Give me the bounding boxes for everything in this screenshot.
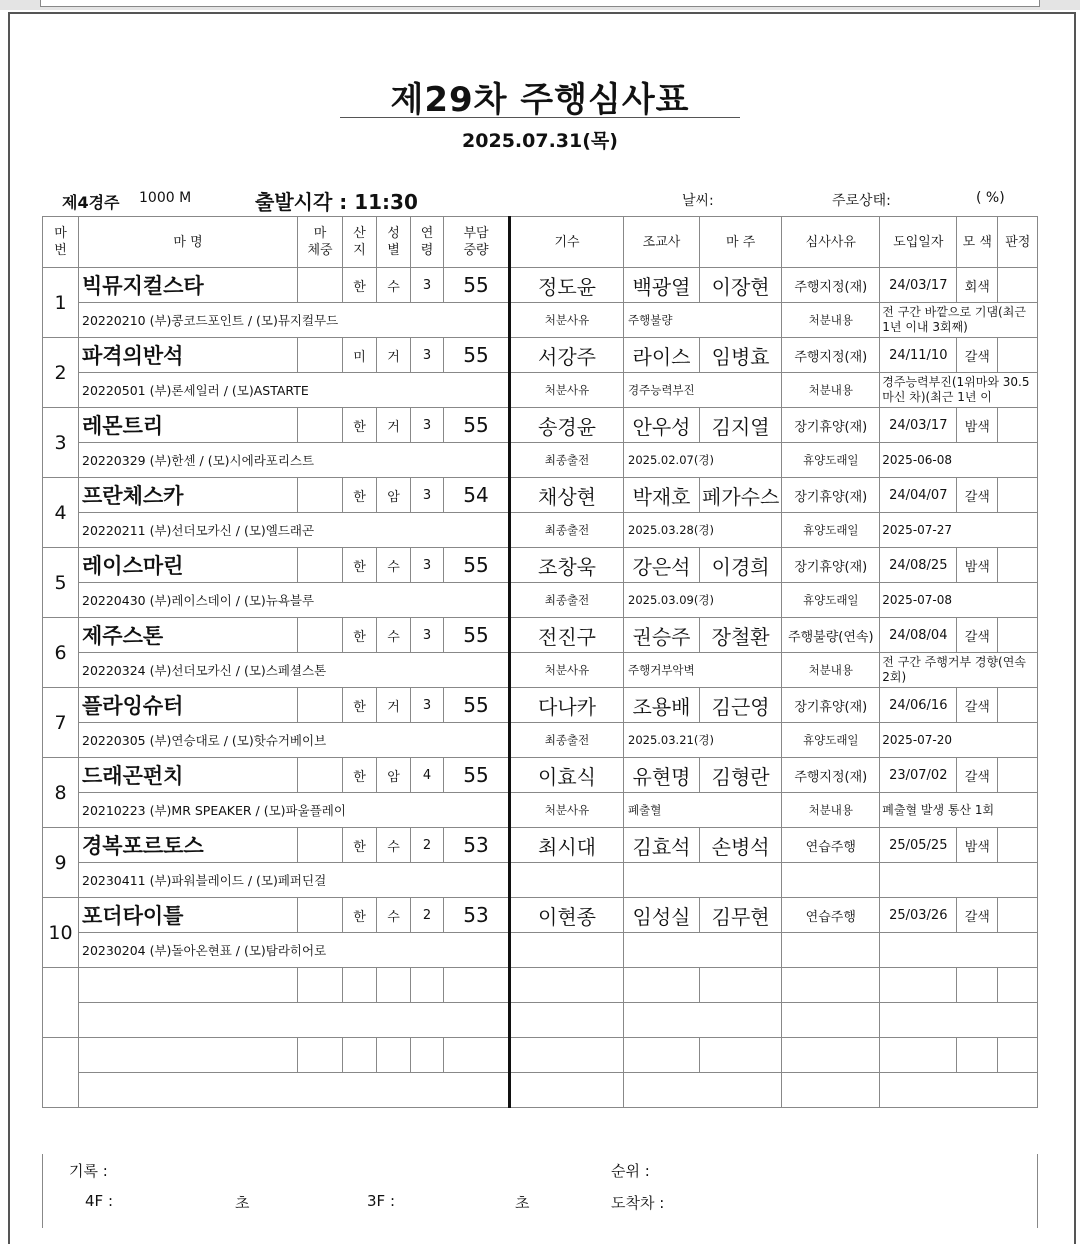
jockey-name: 전진구: [510, 618, 624, 653]
arrival-margin-label: 도착차 :: [611, 1194, 665, 1212]
coat-color: 갈색: [957, 688, 998, 723]
detail-label-1: [510, 863, 624, 898]
intro-date: 25/05/25: [880, 828, 957, 863]
jockey-name: 이효식: [510, 758, 624, 793]
col-header: 마 체중: [298, 217, 343, 268]
intro-date: 24/04/07: [880, 478, 957, 513]
detail-label-2: [782, 933, 880, 968]
col-header: 마 주: [700, 217, 782, 268]
empty-cell: [998, 1038, 1038, 1073]
empty-cell: [782, 1038, 880, 1073]
horse-pedigree: 20220430 (부)레이스데이 / (모)뉴욕블루: [79, 583, 510, 618]
race-date: 2025.07.31(목): [462, 130, 618, 152]
detail-value-1: 2025.03.09(경): [624, 583, 782, 618]
horse-pedigree: 20210223 (부)MR SPEAKER / (모)파울플레이: [79, 793, 510, 828]
detail-value-2: 2025-07-20: [880, 723, 1038, 758]
horse-name: 포더타이틀: [79, 898, 298, 933]
empty-cell: [43, 968, 79, 1038]
jockey-name: 송경윤: [510, 408, 624, 443]
intro-date: 24/08/04: [880, 618, 957, 653]
detail-label-2: 휴양도래일: [782, 583, 880, 618]
horse-row: [43, 688, 1038, 723]
detail-value-1: 2025.02.07(경): [624, 443, 782, 478]
page-title: 제29차 주행심사표: [390, 80, 690, 120]
empty-cell: [43, 1038, 79, 1108]
col-header: 기수: [510, 217, 624, 268]
empty-cell: [782, 1003, 880, 1038]
horse-number: 3: [43, 408, 79, 478]
detail-value-2: [880, 863, 1038, 898]
jockey-name: 이현종: [510, 898, 624, 933]
empty-cell: [510, 1073, 624, 1108]
horse-number: 10: [43, 898, 79, 968]
empty-cell: [782, 1073, 880, 1108]
empty-cell: [298, 968, 343, 1003]
horse-pedigree: 20220501 (부)론세일러 / (모)ASTARTE: [79, 373, 510, 408]
horse-pedigree: 20220211 (부)선더모카신 / (모)엘드래곤: [79, 513, 510, 548]
detail-label-2: 휴양도래일: [782, 513, 880, 548]
track-moisture-pct: ( %): [976, 190, 1005, 206]
empty-cell: [957, 968, 998, 1003]
horse-body-weight: [298, 338, 343, 373]
weather-label: 날씨:: [682, 193, 714, 209]
horse-age: 3: [411, 548, 444, 583]
empty-cell: [411, 1038, 444, 1073]
horse-detail-row: [43, 583, 1038, 618]
owner-name: 임병효: [700, 338, 782, 373]
race-distance: 1000 M: [139, 190, 192, 206]
horse-row: [43, 268, 1038, 303]
detail-label-1: 최종출전: [510, 443, 624, 478]
horse-detail-row: [43, 653, 1038, 688]
burden-weight: 55: [444, 618, 510, 653]
intro-date: 23/07/02: [880, 758, 957, 793]
horse-body-weight: [298, 898, 343, 933]
track-condition-label: 주로상태:: [832, 193, 891, 209]
jockey-name: 정도윤: [510, 268, 624, 303]
col-header: 연 령: [411, 217, 444, 268]
horse-sex: 수: [377, 268, 411, 303]
trainer-name: 조용배: [624, 688, 700, 723]
detail-label-1: 처분사유: [510, 793, 624, 828]
horse-name: 빅뮤지컬스타: [79, 268, 298, 303]
detail-value-1: 폐출혈: [624, 793, 782, 828]
empty-cell: [298, 1038, 343, 1073]
horse-origin: 미: [343, 338, 377, 373]
review-reason: 장기휴양(재): [782, 478, 880, 513]
intro-date: 25/03/26: [880, 898, 957, 933]
decision-cell: [998, 618, 1038, 653]
col-header: 도입일자: [880, 217, 957, 268]
empty-cell: [880, 1038, 957, 1073]
horse-detail-row: [43, 443, 1038, 478]
detail-label-2: 처분내용: [782, 373, 880, 408]
horse-name: 파격의반석: [79, 338, 298, 373]
horse-origin: 한: [343, 758, 377, 793]
empty-cell: [624, 1073, 782, 1108]
horse-name: 플라잉슈터: [79, 688, 298, 723]
empty-cell: [377, 1038, 411, 1073]
horse-row: [43, 548, 1038, 583]
burden-weight: 55: [444, 268, 510, 303]
intro-date: 24/03/17: [880, 408, 957, 443]
intro-date: 24/03/17: [880, 268, 957, 303]
detail-label-2: 휴양도래일: [782, 723, 880, 758]
horse-age: 2: [411, 898, 444, 933]
horse-detail-row: [43, 863, 1038, 898]
horse-detail-row: [43, 793, 1038, 828]
detail-value-2: 2025-07-08: [880, 583, 1038, 618]
col-header: 마 명: [79, 217, 298, 268]
detail-value-1: [624, 863, 782, 898]
decision-cell: [998, 478, 1038, 513]
owner-name: 김근영: [700, 688, 782, 723]
empty-row: [43, 1038, 1038, 1073]
horse-origin: 한: [343, 478, 377, 513]
empty-cell: [444, 968, 510, 1003]
burden-weight: 53: [444, 828, 510, 863]
col-header: 판정: [998, 217, 1038, 268]
burden-weight: 55: [444, 338, 510, 373]
horse-number: 4: [43, 478, 79, 548]
title-underline: [340, 117, 740, 118]
detail-value-2: 2025-07-27: [880, 513, 1038, 548]
horse-pedigree: 20220324 (부)선더모카신 / (모)스페셜스톤: [79, 653, 510, 688]
empty-cell: [510, 968, 624, 1003]
horse-row: [43, 408, 1038, 443]
col-header: 모 색: [957, 217, 998, 268]
detail-value-2: 전 구간 바깥으로 기댐(최근 1년 이내 3회째): [880, 303, 1038, 338]
horse-number: 9: [43, 828, 79, 898]
horse-body-weight: [298, 688, 343, 723]
detail-label-1: 처분사유: [510, 303, 624, 338]
decision-cell: [998, 268, 1038, 303]
review-reason: 장기휴양(재): [782, 688, 880, 723]
owner-name: 김형란: [700, 758, 782, 793]
detail-label-1: 최종출전: [510, 583, 624, 618]
record-label: 기록 :: [69, 1162, 108, 1180]
detail-label-2: [782, 863, 880, 898]
jockey-name: 채상현: [510, 478, 624, 513]
empty-row: [43, 968, 1038, 1003]
detail-label-2: 처분내용: [782, 653, 880, 688]
empty-cell: [444, 1038, 510, 1073]
horse-origin: 한: [343, 618, 377, 653]
detail-value-1: [624, 933, 782, 968]
detail-value-1: 2025.03.21(경): [624, 723, 782, 758]
trainer-name: 라이스: [624, 338, 700, 373]
review-reason: 장기휴양(재): [782, 548, 880, 583]
horse-number: 6: [43, 618, 79, 688]
owner-name: 김무현: [700, 898, 782, 933]
start-time: 출발시각 : 11:30: [255, 190, 418, 214]
empty-cell: [79, 1038, 298, 1073]
horse-sex: 암: [377, 758, 411, 793]
empty-cell: [998, 968, 1038, 1003]
horse-sex: 거: [377, 408, 411, 443]
trainer-name: 임성실: [624, 898, 700, 933]
coat-color: 갈색: [957, 758, 998, 793]
burden-weight: 55: [444, 408, 510, 443]
empty-cell: [880, 1073, 1038, 1108]
owner-name: 페가수스: [700, 478, 782, 513]
review-reason: 주행지정(재): [782, 338, 880, 373]
detail-label-2: 처분내용: [782, 303, 880, 338]
decision-cell: [998, 408, 1038, 443]
horse-age: 4: [411, 758, 444, 793]
horse-pedigree: 20230411 (부)파워블레이드 / (모)페퍼딘걸: [79, 863, 510, 898]
coat-color: 밤색: [957, 548, 998, 583]
detail-value-2: 경주능력부진(1위마와 30.5마신 차)(최근 1년 이: [880, 373, 1038, 408]
detail-label-2: 처분내용: [782, 793, 880, 828]
coat-color: 갈색: [957, 898, 998, 933]
horse-origin: 한: [343, 408, 377, 443]
horse-sex: 거: [377, 688, 411, 723]
detail-label-1: 처분사유: [510, 373, 624, 408]
detail-label-1: 처분사유: [510, 653, 624, 688]
horse-origin: 한: [343, 828, 377, 863]
jockey-name: 조창욱: [510, 548, 624, 583]
horse-age: 3: [411, 618, 444, 653]
horse-number: 1: [43, 268, 79, 338]
owner-name: 이장현: [700, 268, 782, 303]
horse-age: 3: [411, 268, 444, 303]
f4-seconds-label: 초: [235, 1194, 250, 1212]
jockey-name: 서강주: [510, 338, 624, 373]
horse-row: [43, 478, 1038, 513]
rank-label: 순위 :: [611, 1162, 650, 1180]
horse-row: [43, 758, 1038, 793]
owner-name: 장철환: [700, 618, 782, 653]
horse-body-weight: [298, 408, 343, 443]
horse-sex: 수: [377, 618, 411, 653]
empty-cell: [411, 968, 444, 1003]
col-header: 심사사유: [782, 217, 880, 268]
owner-name: 손병석: [700, 828, 782, 863]
horse-number: 8: [43, 758, 79, 828]
empty-cell: [700, 1038, 782, 1073]
empty-cell: [510, 1003, 624, 1038]
horse-row: [43, 898, 1038, 933]
horse-number: 5: [43, 548, 79, 618]
decision-cell: [998, 688, 1038, 723]
detail-value-1: 주행거부악벽: [624, 653, 782, 688]
burden-weight: 55: [444, 688, 510, 723]
review-reason: 연습주행: [782, 828, 880, 863]
horse-age: 2: [411, 828, 444, 863]
horse-name: 레이스마린: [79, 548, 298, 583]
coat-color: 밤색: [957, 828, 998, 863]
horse-pedigree: 20220305 (부)연승대로 / (모)핫슈거베이브: [79, 723, 510, 758]
horse-name: 레몬트리: [79, 408, 298, 443]
empty-cell: [624, 968, 700, 1003]
empty-cell: [510, 1038, 624, 1073]
race-label: 제4경주: [62, 193, 120, 212]
review-reason: 주행불량(연속): [782, 618, 880, 653]
decision-cell: [998, 898, 1038, 933]
col-header: 조교사: [624, 217, 700, 268]
empty-cell: [957, 1038, 998, 1073]
horse-age: 3: [411, 478, 444, 513]
horse-origin: 한: [343, 688, 377, 723]
decision-cell: [998, 758, 1038, 793]
horse-sex: 수: [377, 898, 411, 933]
burden-weight: 53: [444, 898, 510, 933]
horse-name: 프란체스카: [79, 478, 298, 513]
empty-cell: [343, 1038, 377, 1073]
f3-seconds-label: 초: [515, 1194, 530, 1212]
empty-cell: [79, 1073, 510, 1108]
col-header: 성 별: [377, 217, 411, 268]
horse-name: 제주스톤: [79, 618, 298, 653]
review-table: [42, 216, 1038, 1108]
horse-body-weight: [298, 758, 343, 793]
coat-color: 밤색: [957, 408, 998, 443]
horse-detail-row: [43, 513, 1038, 548]
horse-pedigree: 20230204 (부)돌아온현표 / (모)탐라히어로: [79, 933, 510, 968]
burden-weight: 55: [444, 758, 510, 793]
empty-cell: [880, 1003, 1038, 1038]
review-reason: 주행지정(재): [782, 268, 880, 303]
review-reason: 연습주행: [782, 898, 880, 933]
intro-date: 24/11/10: [880, 338, 957, 373]
intro-date: 24/06/16: [880, 688, 957, 723]
horse-origin: 한: [343, 898, 377, 933]
empty-cell: [343, 968, 377, 1003]
col-header: 부담 중량: [444, 217, 510, 268]
record-footer: [42, 1154, 1038, 1228]
trainer-name: 백광열: [624, 268, 700, 303]
horse-origin: 한: [343, 548, 377, 583]
horse-detail-row: [43, 303, 1038, 338]
intro-date: 24/08/25: [880, 548, 957, 583]
decision-cell: [998, 828, 1038, 863]
detail-value-1: 경주능력부진: [624, 373, 782, 408]
detail-value-2: 폐출혈 발생 통산 1회: [880, 793, 1038, 828]
header-row: [43, 217, 1038, 268]
horse-row: [43, 338, 1038, 373]
horse-detail-row: [43, 933, 1038, 968]
horse-row: [43, 828, 1038, 863]
detail-label-1: 최종출전: [510, 723, 624, 758]
horse-detail-row: [43, 373, 1038, 408]
detail-value-2: 2025-06-08: [880, 443, 1038, 478]
horse-pedigree: 20220210 (부)콩코드포인트 / (모)뮤지컬무드: [79, 303, 510, 338]
f3-label: 3F :: [367, 1192, 395, 1210]
coat-color: 갈색: [957, 338, 998, 373]
horse-number: 2: [43, 338, 79, 408]
owner-name: 이경희: [700, 548, 782, 583]
empty-cell: [880, 968, 957, 1003]
jockey-name: 최시대: [510, 828, 624, 863]
empty-cell: [782, 968, 880, 1003]
coat-color: 갈색: [957, 618, 998, 653]
review-reason: 장기휴양(재): [782, 408, 880, 443]
horse-detail-row: [43, 723, 1038, 758]
detail-value-2: [880, 933, 1038, 968]
horse-age: 3: [411, 688, 444, 723]
viewer-top-bar: [0, 0, 1080, 10]
coat-color: 회색: [957, 268, 998, 303]
horse-age: 3: [411, 338, 444, 373]
detail-value-1: 2025.03.28(경): [624, 513, 782, 548]
decision-cell: [998, 338, 1038, 373]
detail-label-2: 휴양도래일: [782, 443, 880, 478]
horse-body-weight: [298, 828, 343, 863]
horse-pedigree: 20220329 (부)한센 / (모)시에라포리스트: [79, 443, 510, 478]
burden-weight: 54: [444, 478, 510, 513]
decision-cell: [998, 548, 1038, 583]
horse-origin: 한: [343, 268, 377, 303]
horse-name: 경복포르토스: [79, 828, 298, 863]
empty-cell: [624, 1038, 700, 1073]
empty-row: [43, 1003, 1038, 1038]
empty-row: [43, 1073, 1038, 1108]
horse-sex: 수: [377, 548, 411, 583]
empty-cell: [700, 968, 782, 1003]
empty-cell: [377, 968, 411, 1003]
trainer-name: 안우성: [624, 408, 700, 443]
horse-sex: 거: [377, 338, 411, 373]
trainer-name: 김효석: [624, 828, 700, 863]
empty-cell: [79, 1003, 510, 1038]
empty-cell: [624, 1003, 782, 1038]
horse-age: 3: [411, 408, 444, 443]
horse-body-weight: [298, 268, 343, 303]
coat-color: 갈색: [957, 478, 998, 513]
horse-number: 7: [43, 688, 79, 758]
detail-value-1: 주행불량: [624, 303, 782, 338]
horse-body-weight: [298, 478, 343, 513]
owner-name: 김지열: [700, 408, 782, 443]
jockey-name: 다나카: [510, 688, 624, 723]
horse-sex: 수: [377, 828, 411, 863]
horse-row: [43, 618, 1038, 653]
f4-label: 4F :: [85, 1192, 113, 1210]
horse-name: 드래곤펀치: [79, 758, 298, 793]
col-header: 마 번: [43, 217, 79, 268]
horse-sex: 암: [377, 478, 411, 513]
trainer-name: 권승주: [624, 618, 700, 653]
trainer-name: 유현명: [624, 758, 700, 793]
review-reason: 주행지정(재): [782, 758, 880, 793]
empty-cell: [79, 968, 298, 1003]
detail-label-1: [510, 933, 624, 968]
detail-label-1: 최종출전: [510, 513, 624, 548]
trainer-name: 박재호: [624, 478, 700, 513]
trainer-name: 강은석: [624, 548, 700, 583]
col-header: 산 지: [343, 217, 377, 268]
horse-body-weight: [298, 548, 343, 583]
burden-weight: 55: [444, 548, 510, 583]
horse-body-weight: [298, 618, 343, 653]
detail-value-2: 전 구간 주행거부 경향(연속 2회): [880, 653, 1038, 688]
